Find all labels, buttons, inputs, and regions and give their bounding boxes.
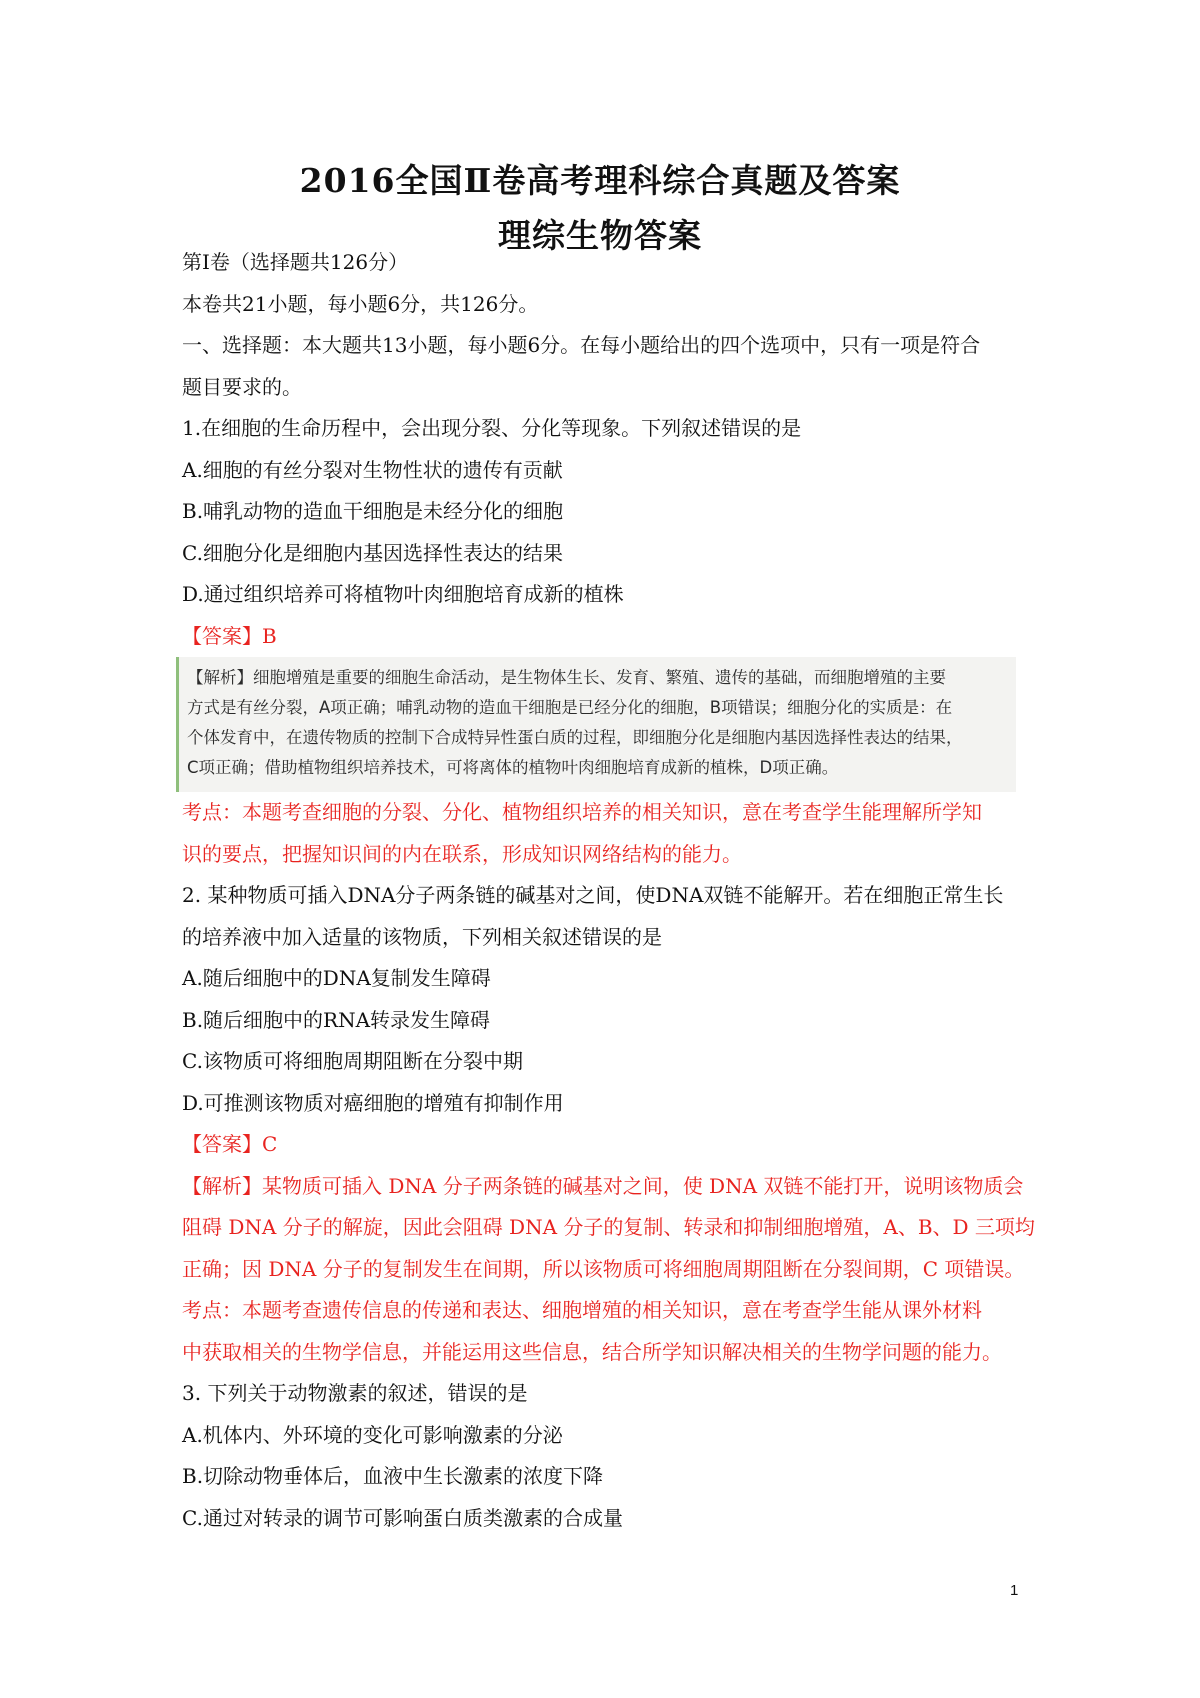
question-2-analysis-line-1: 【解析】某物质可插入 DNA 分子两条链的碱基对之间，使 DNA 双链不能打开，说明该物质会 [182,1173,1024,1198]
question-2-stem-line-1: 2. 某种物质可插入DNA分子两条链的碱基对之间，使DNA双链不能解开。若在细胞正常生长 [182,883,1004,907]
answer-value: C [262,1132,278,1156]
question-1-option-c: C.细胞分化是细胞内基因选择性表达的结果 [182,540,563,565]
question-1-answer [182,616,1032,658]
analysis-image-line: 【解析】细胞增殖是重要的细胞生命活动，是生物体生长、发育、繁殖、遗传的基础，而细胞增殖的主要 [187,668,946,687]
question-1-stem: 1.在细胞的生命历程中，会出现分裂、分化等现象。下列叙述错误的是 [182,416,802,440]
question-1-analysis-image [176,657,1016,792]
question-2-kaodian-line-1: 考点：本题考查遗传信息的传递和表达、细胞增殖的相关知识，意在考查学生能从课外材料 [182,1298,982,1322]
section-instructions: 本卷共21小题，每小题6分，共126分。 [182,291,539,316]
answer-label: 【答案】 [182,1132,262,1156]
question-1-option-d: D.通过组织培养可将植物叶肉细胞培育成新的植株 [182,582,624,606]
part-instructions-line-1: 一、选择题：本大题共13小题，每小题6分。在每小题给出的四个选项中，只有一项是符合 [182,333,981,357]
question-1-option-a: A.细胞的有丝分裂对生物性状的遗传有贡献 [182,457,563,482]
answer-label: 【答案】 [182,623,262,648]
question-3-option-c: C.通过对转录的调节可影响蛋白质类激素的合成量 [182,1505,623,1530]
analysis-image-line: 个体发育中，在遗传物质的控制下合成特异性蛋白质的过程，即细胞分化是细胞内基因选择性表达的结果， [187,728,963,747]
document-title: 2016全国Ⅱ卷高考理科综合真题及答案 [299,161,901,200]
page-number: 1 [1010,1582,1019,1599]
question-2-kaodian-line-2: 中获取相关的生物学信息，并能运用这些信息，结合所学知识解决相关的生物学问题的能力。 [182,1339,1002,1364]
analysis-image-line: 方式是有丝分裂，A项正确；哺乳动物的造血干细胞是已经分化的细胞，B项错误；细胞分化的实质是：在 [187,698,953,717]
question-1-kaodian-line-2: 识的要点，把握知识间的内在联系，形成知识网络结构的能力。 [182,841,742,866]
question-2-analysis-line-2: 阻碍 DNA 分子的解旋，因此会阻碍 DNA 分子的复制、转录和抑制细胞增殖，A、B、D 三项均 [182,1215,1035,1239]
question-3-option-b: B.切除动物垂体后，血液中生长激素的浓度下降 [182,1464,604,1488]
answer-value: B [262,623,277,648]
analysis-image-line: C项正确；借助植物组织培养技术，可将离体的植物叶肉细胞培育成新的植株，D项正确。 [187,758,839,777]
section-heading: 第Ⅰ卷（选择题共126分） [182,250,409,274]
question-2-option-b: B.随后细胞中的RNA转录发生障碍 [182,1007,491,1032]
question-3-stem: 3. 下列关于动物激素的叙述，错误的是 [182,1381,528,1405]
question-2-option-a: A.随后细胞中的DNA复制发生障碍 [182,966,491,990]
question-1-option-b: B.哺乳动物的造血干细胞是未经分化的细胞 [182,499,564,523]
document-subtitle: 理综生物答案 [498,216,702,255]
question-2-option-c: C.该物质可将细胞周期阻断在分裂中期 [182,1049,523,1073]
question-2-stem-line-2: 的培养液中加入适量的该物质，下列相关叙述错误的是 [182,924,662,949]
part-instructions-line-2: 题目要求的。 [182,374,302,399]
question-2-answer [182,1124,1032,1166]
document-body [182,242,1035,1539]
question-1-kaodian-line-1: 考点：本题考查细胞的分裂、分化、植物组织培养的相关知识，意在考查学生能理解所学知 [182,800,982,824]
question-2-analysis-line-3: 正确；因 DNA 分子的复制发生在间期，所以该物质可将细胞周期阻断在分裂间期，C 项错误。 [182,1256,1025,1281]
question-2-option-d: D.可推测该物质对癌细胞的增殖有抑制作用 [182,1090,564,1115]
question-3-option-a: A.机体内、外环境的变化可影响激素的分泌 [182,1422,563,1447]
